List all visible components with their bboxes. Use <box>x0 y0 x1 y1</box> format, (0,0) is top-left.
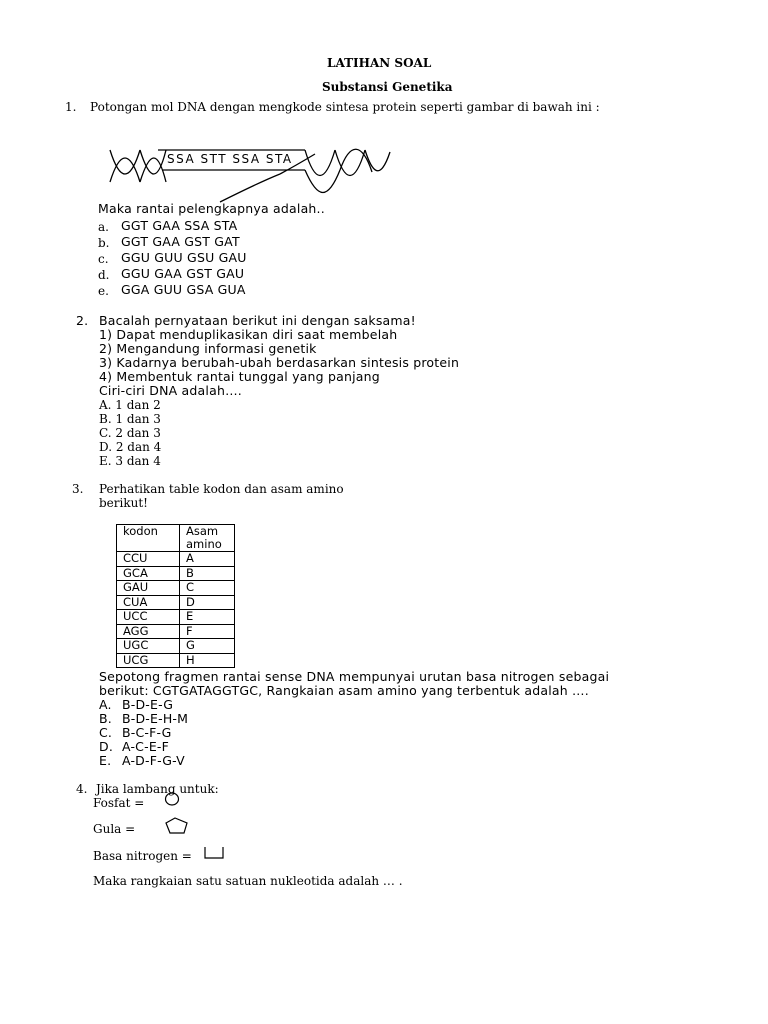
q1-text: Potongan mol DNA dengan mengkode sintesa protein seperti gambar di bawah ini : <box>90 100 600 114</box>
table-row <box>117 595 235 610</box>
q3-prompt: Sepotong fragmen rantai sense DNA mempunyai urutan basa nitrogen sebagai <box>99 669 610 684</box>
q4-number: 4. <box>76 782 88 796</box>
table-row <box>117 581 235 596</box>
option-letter: b. <box>98 236 110 250</box>
table-row <box>117 552 235 567</box>
page-subtitle: Substansi Genetika <box>322 80 453 94</box>
option-letter: A. <box>99 697 112 712</box>
q3-text: berikut! <box>99 496 149 510</box>
q3-text: Perhatikan table kodon dan asam amino <box>99 482 344 496</box>
nitrogen-base-bracket-icon <box>201 845 227 861</box>
table-cell: CUA <box>117 595 180 610</box>
table-cell: GAU <box>117 581 180 596</box>
table-cell: C <box>180 581 235 596</box>
table-cell: AGG <box>117 624 180 639</box>
option-text: GGA GUU GSA GUA <box>121 282 246 297</box>
table-cell: UCG <box>117 653 180 668</box>
table-header-asam-amino: Asam amino <box>180 525 235 552</box>
q4-prompt: Maka rangkaian satu satuan nukleotida adalah … . <box>93 874 403 888</box>
option-letter: a. <box>98 220 109 234</box>
option-text: GGU GUU GSU GAU <box>121 250 247 265</box>
table-row <box>117 566 235 581</box>
gula-label: Gula = <box>93 822 136 836</box>
table-cell: CCU <box>117 552 180 567</box>
table-cell: UGC <box>117 639 180 654</box>
table-cell: H <box>180 653 235 668</box>
q2-statement: 4) Membentuk rantai tunggal yang panjang <box>99 369 380 384</box>
option-letter: E. <box>99 753 112 768</box>
table-header-kodon: kodon <box>117 525 180 552</box>
phosphate-circle-icon <box>163 791 181 807</box>
table-cell: E <box>180 610 235 625</box>
option-letter: C. <box>99 725 113 740</box>
table-row <box>117 653 235 668</box>
table-cell: G <box>180 639 235 654</box>
table-header-row <box>117 525 235 552</box>
q3-prompt: berikut: CGTGATAGGTGC, Rangkaian asam amino yang terbentuk adalah …. <box>99 683 589 698</box>
option-letter: d. <box>98 268 110 282</box>
table-row <box>117 624 235 639</box>
table-cell: F <box>180 624 235 639</box>
table-cell: A <box>180 552 235 567</box>
q2-option: E. 3 dan 4 <box>99 454 161 468</box>
q1-number: 1. <box>65 100 77 114</box>
table-cell: B <box>180 566 235 581</box>
option-text: GGT GAA SSA STA <box>121 218 238 233</box>
option-text: GGT GAA GST GAT <box>121 234 240 249</box>
table-row <box>117 639 235 654</box>
q2-prompt: Ciri-ciri DNA adalah…. <box>99 383 242 398</box>
q2-statement: 2) Mengandung informasi genetik <box>99 341 317 356</box>
dna-sequence-label: SSA STT SSA STA <box>167 152 293 166</box>
q2-statement: 3) Kadarnya berubah-ubah berdasarkan sintesis protein <box>99 355 460 370</box>
q2-option: C. 2 dan 3 <box>99 426 161 440</box>
q2-number: 2. <box>76 313 89 328</box>
option-text: B-D-E-G <box>122 697 174 712</box>
option-text: B-C-F-G <box>122 725 172 740</box>
q2-option: D. 2 dan 4 <box>99 440 162 454</box>
sugar-pentagon-icon <box>163 815 191 837</box>
option-letter: D. <box>99 739 113 754</box>
q3-number: 3. <box>72 482 84 496</box>
q1-prompt: Maka rantai pelengkapnya adalah.. <box>98 201 325 216</box>
table-cell: D <box>180 595 235 610</box>
option-letter: B. <box>99 711 112 726</box>
table-cell: UCC <box>117 610 180 625</box>
q2-statement: 1) Dapat menduplikasikan diri saat membelah <box>99 327 398 342</box>
page-title: LATIHAN SOAL <box>327 56 432 70</box>
option-text: A-C-E-F <box>122 739 170 754</box>
q2-option: B. 1 dan 3 <box>99 412 161 426</box>
q2-text: Bacalah pernyataan berikut ini dengan saksama! <box>99 313 416 328</box>
q2-option: A. 1 dan 2 <box>99 398 161 412</box>
basa-nitrogen-label: Basa nitrogen = <box>93 849 192 863</box>
option-letter: c. <box>98 252 109 266</box>
table-row <box>117 610 235 625</box>
fosfat-label: Fosfat = <box>93 796 145 810</box>
codon-table <box>116 524 235 668</box>
option-letter: e. <box>98 284 109 298</box>
q4-text: Jika lambang untuk: <box>96 782 219 796</box>
option-text: B-D-E-H-M <box>122 711 189 726</box>
table-cell: GCA <box>117 566 180 581</box>
option-text: A-D-F-G-V <box>122 753 185 768</box>
option-text: GGU GAA GST GAU <box>121 266 245 281</box>
